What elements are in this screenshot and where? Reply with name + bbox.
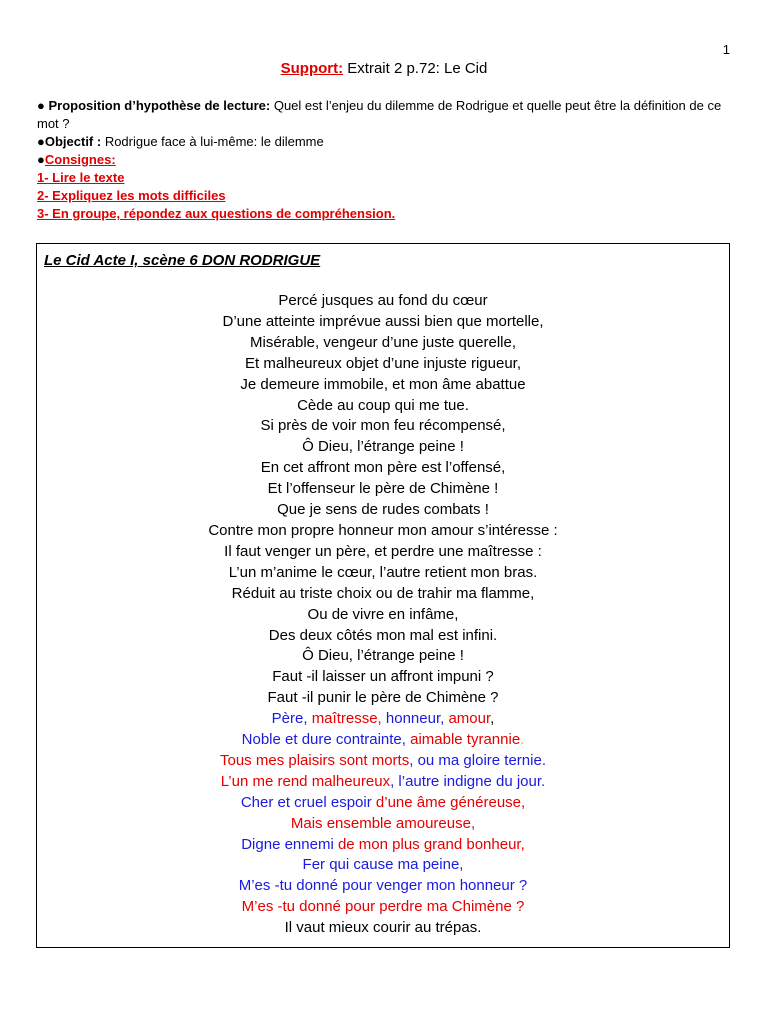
verse-fragment: Digne ennemi: [241, 835, 338, 853]
verse: Il faut venger un père, et perdre une maîtresse :: [224, 542, 542, 560]
verse: Il vaut mieux courir au trépas.: [284, 919, 482, 937]
verse-fragment: de mon plus grand bonheur,: [337, 835, 525, 853]
verse-fragment: ,: [401, 731, 411, 749]
verse: Ou de vivre en infâme,: [307, 605, 459, 623]
poem: [37, 291, 729, 939]
verse-fragment: M’es -tu donné pour perdre ma Chimène ?: [241, 898, 525, 916]
objective-text: Rodrigue face à lui-même: le dilemme: [101, 134, 324, 149]
verse-fragment: ,: [440, 710, 449, 728]
verse-colored: [37, 835, 729, 856]
verse-colored: [37, 897, 729, 918]
verse-colored: [37, 793, 729, 814]
verse: Ô Dieu, l’étrange peine !: [302, 438, 464, 456]
verse-fragment: d’une âme généreuse: [375, 793, 521, 811]
verse-colored: [37, 751, 729, 772]
verse: L’un m’anime le cœur, l’autre retient mon bras.: [228, 563, 538, 581]
verse-fragment: .: [520, 731, 525, 749]
consigne-item: 1- Lire le texte: [37, 170, 125, 185]
verse-fragment: maîtresse: [311, 710, 378, 728]
page-number: 1: [722, 42, 730, 57]
verse-fragment: ,: [303, 710, 312, 728]
verse: Réduit au triste choix ou de trahir ma flamme,: [231, 584, 535, 602]
consigne-item: 3- En groupe, répondez aux questions de compréhension.: [37, 206, 396, 221]
verse-colored: [37, 730, 729, 751]
verse-fragment: Père: [271, 710, 304, 728]
verse-fragment: ou ma gloire ternie: [417, 751, 542, 769]
verse: D’une atteinte imprévue aussi bien que mortelle,: [222, 312, 544, 330]
verse: Cède au coup qui me tue.: [297, 396, 469, 414]
verse: Contre mon propre honneur mon amour s’intéresse :: [208, 521, 558, 539]
verse-fragment: Fer qui cause ma peine,: [302, 856, 464, 874]
verse-fragment: ,: [521, 793, 526, 811]
verse-fragment: M’es -tu donné pour venger mon honneur ?: [238, 877, 528, 895]
verse-fragment: Noble et dure contrainte: [241, 731, 402, 749]
verse-fragment: L’un me rend malheureux: [220, 772, 391, 790]
verse: Je demeure immobile, et mon âme abattue: [240, 375, 526, 393]
verse-fragment: aimable tyrannie: [410, 731, 521, 749]
verse-fragment: ,: [390, 772, 399, 790]
verse: En cet affront mon père est l’offensé,: [260, 459, 506, 477]
verse-fragment: .: [541, 751, 546, 769]
verse-fragment: amour: [448, 710, 491, 728]
hypothesis-bullet: ●: [37, 98, 49, 113]
hypothesis-text: Quel est l’enjeu du dilemme de Rodrigue et quelle peut être la définition de ce mot ?: [37, 98, 722, 131]
verse-fragment: .: [541, 772, 546, 790]
verse: Des deux côtés mon mal est infini.: [268, 626, 498, 644]
verse-fragment: honneur: [385, 710, 441, 728]
verse: Faut -il laisser un affront impuni ?: [272, 668, 494, 686]
verse: Et l’offenseur le père de Chimène !: [267, 480, 499, 498]
objective-label: Objectif :: [44, 134, 102, 149]
verse-fragment: Mais ensemble amoureuse,: [290, 814, 476, 832]
objective-bullet: ●: [37, 134, 45, 149]
verse: Percé jusques au fond du cœur: [278, 292, 488, 309]
verse-fragment: ,: [409, 751, 418, 769]
verse-fragment: ,: [377, 710, 386, 728]
hypothesis-paragraph: [37, 97, 727, 133]
verse: Que je sens de rudes combats !: [277, 501, 489, 519]
verse-fragment: Tous mes plaisirs sont morts: [220, 751, 410, 769]
text-title: Le Cid Acte I, scène 6 DON RODRIGUE: [44, 252, 321, 269]
consignes-heading: [37, 151, 727, 169]
verse: Si près de voir mon feu récompensé,: [260, 417, 506, 435]
verse-fragment: Cher et cruel espoir: [240, 793, 376, 811]
consignes-bullet: ●: [37, 152, 45, 167]
verse-colored: [37, 772, 729, 793]
page-title: [0, 60, 768, 77]
verse-colored: [37, 855, 729, 876]
verse: Ô Dieu, l’étrange peine !: [302, 647, 464, 665]
verse-fragment: ,: [490, 710, 495, 728]
verse-colored: [37, 876, 729, 897]
verse-colored: [37, 709, 729, 730]
consigne-item: 2- Expliquez les mots difficiles: [37, 188, 226, 203]
verse: Faut -il punir le père de Chimène ?: [267, 689, 499, 707]
support-label: Support:: [280, 60, 344, 77]
verse-colored: [37, 814, 729, 835]
verse-fragment: l’autre indigne du jour: [398, 772, 542, 790]
consignes-label: Consignes:: [44, 152, 116, 167]
text-box: [36, 243, 730, 948]
hypothesis-label: Proposition d’hypothèse de lecture:: [48, 98, 271, 113]
support-text: Extrait 2 p.72: Le Cid: [343, 60, 488, 77]
verse: Et malheureux objet d’une injuste rigueur,: [244, 354, 521, 372]
intro-section: [37, 97, 727, 223]
objective-paragraph: [37, 133, 727, 151]
verse: Misérable, vengeur d’une juste querelle,: [250, 333, 516, 351]
